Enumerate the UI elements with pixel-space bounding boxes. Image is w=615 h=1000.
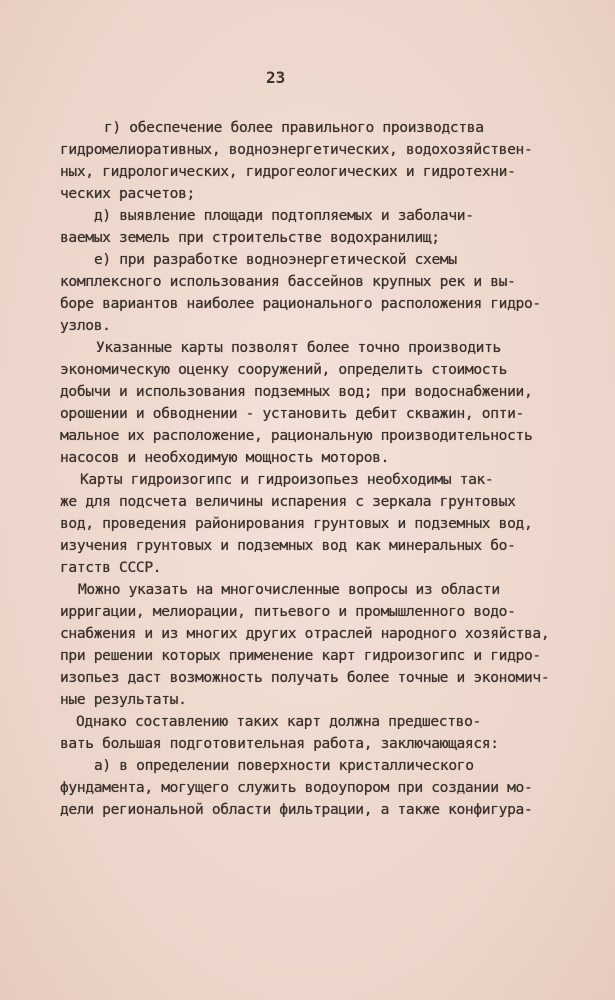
text-line: Указанные карты позволят более точно производить	[96, 339, 501, 356]
text-line: ирригации, мелиорации, питьевого и промышленного водо-	[60, 603, 516, 620]
text-line: снабжения и из многих других отраслей народного хозяйства,	[60, 625, 550, 642]
text-line: ные результаты.	[60, 691, 187, 708]
text-line: г) обеспечение более правильного производства	[104, 119, 484, 136]
text-line: добычи и использования подземных вод; при водоснабжении,	[60, 383, 533, 400]
page-number: 23	[266, 68, 286, 87]
text-line: Однако составлению таких карт должна предшество-	[76, 713, 481, 730]
text-line: дели региональной области фильтрации, а также конфигура-	[60, 801, 533, 818]
text-line: Карты гидроизогипс и гидроизопьез необходимы так-	[80, 471, 494, 488]
text-line: Можно указать на многочисленные вопросы из области	[78, 581, 500, 598]
text-line: же для подсчета величины испарения с зеркала грунтовых	[60, 493, 516, 510]
text-line: при решении которых применение карт гидроизогипс и гидро-	[60, 647, 541, 664]
text-line: е) при разработке водноэнергетической схемы	[94, 251, 457, 268]
text-line: изопьез даст возможность получать более точные и экономич-	[60, 669, 550, 686]
text-line: вать большая подготовительная работа, заключающаяся:	[60, 735, 499, 752]
text-line: мальное их расположение, рациональную производительность	[60, 427, 533, 444]
text-line: насосов и необходимую мощность моторов.	[60, 449, 390, 466]
text-line: фундамента, могущего служить водоупором при создании мо-	[60, 779, 533, 796]
text-line: гатств СССР.	[60, 559, 162, 576]
text-line: экономическую оценку сооружений, определить стоимость	[60, 361, 508, 378]
text-line: ческих расчетов;	[60, 185, 195, 202]
text-line: изучения грунтовых и подземных вод как минеральных бо-	[60, 537, 516, 554]
text-line: гидромелиоративных, водноэнергетических, водохозяйствен-	[60, 141, 533, 158]
text-line: вод, проведения районирования грунтовых и подземных вод,	[60, 515, 533, 532]
text-line: ваемых земель при строительстве водохранилищ;	[60, 229, 440, 246]
text-line: ных, гидрологических, гидрогеологических и гидротехни-	[60, 163, 516, 180]
text-line: д) выявление площади подтопляемых и заболачи-	[94, 207, 474, 224]
text-line: комплексного использования бассейнов крупных рек и вы-	[60, 273, 516, 290]
text-line: боре вариантов наиболее рационального расположения гидро-	[60, 295, 541, 312]
text-line: а) в определении поверхности кристаллического	[94, 757, 474, 774]
text-line: орошении и обводнении - установить дебит скважин, опти-	[60, 405, 524, 422]
text-line: узлов.	[60, 317, 111, 334]
